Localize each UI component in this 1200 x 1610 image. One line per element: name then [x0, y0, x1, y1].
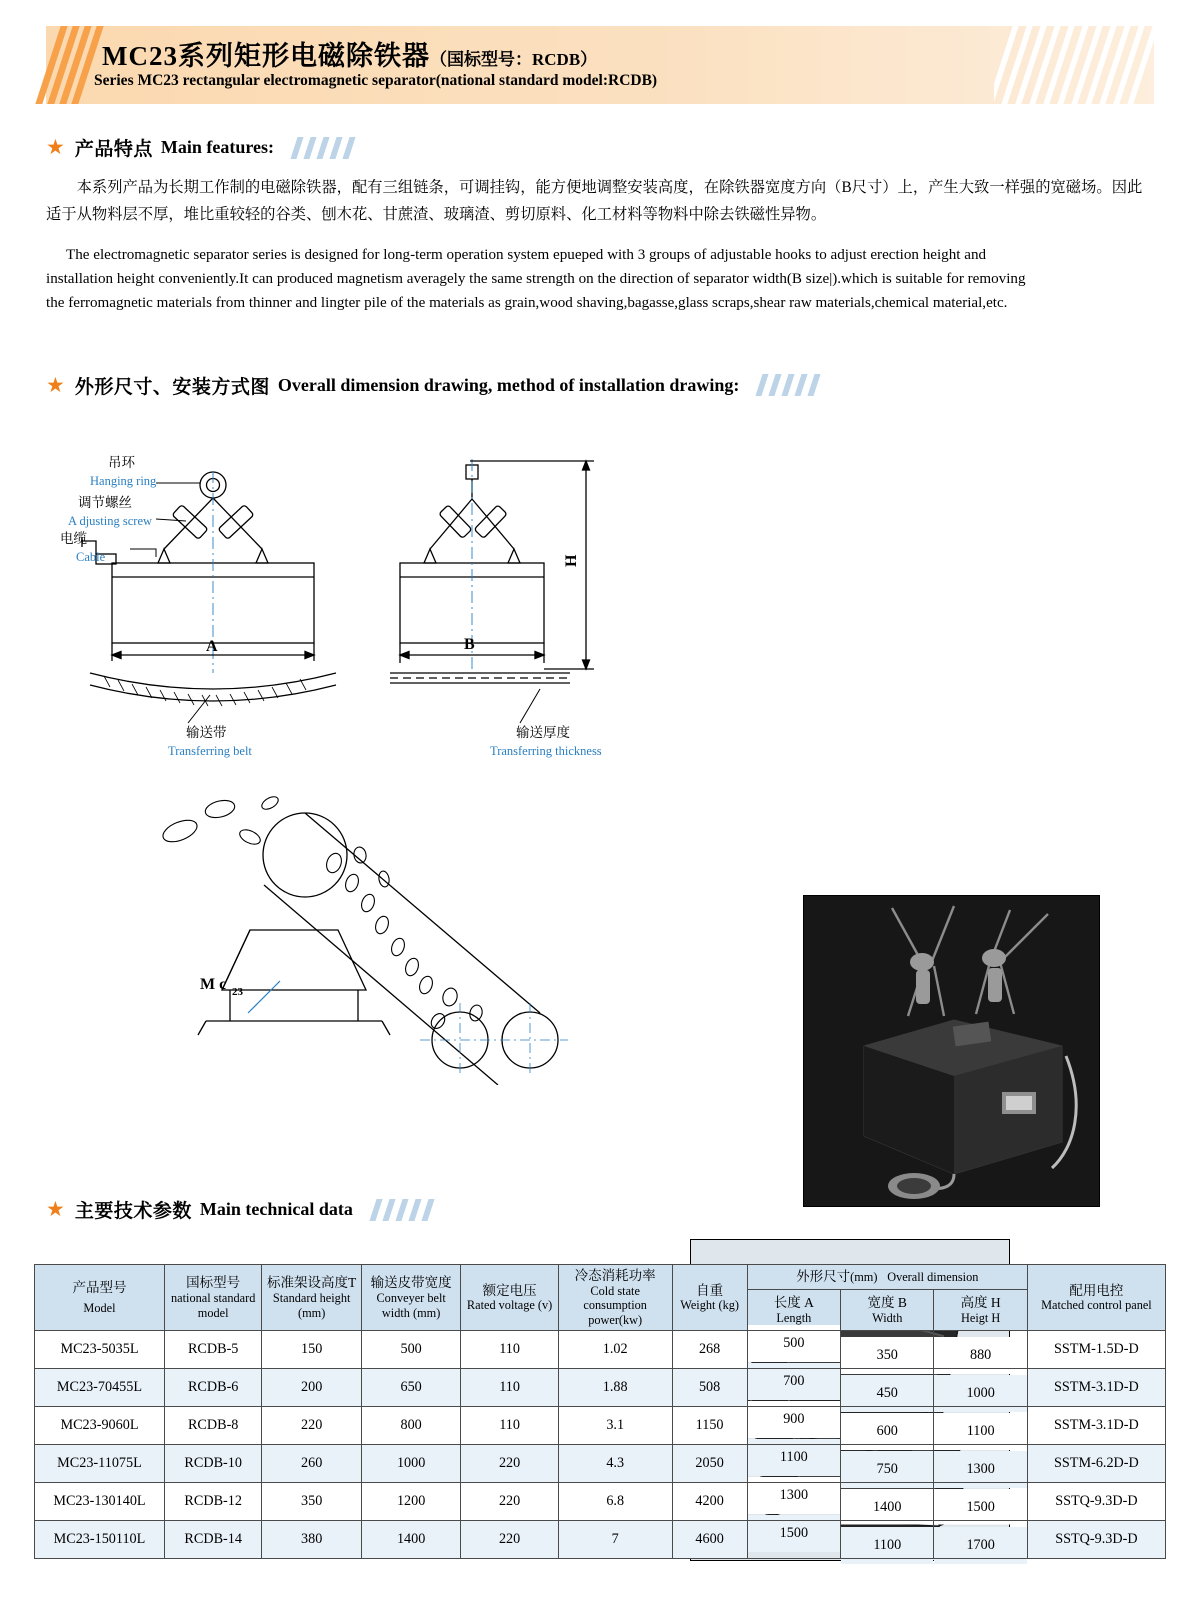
heading-stripes	[288, 137, 408, 159]
cell-belt-width: 800	[361, 1407, 460, 1445]
cell-panel: SSTM-3.1D-D	[1027, 1407, 1165, 1445]
th-model-zh: 产品型号	[72, 1279, 127, 1295]
cell-standard-model: RCDB-10	[164, 1445, 261, 1483]
cell-voltage: 220	[461, 1521, 558, 1559]
page-title-en: Series MC23 rectangular electromagnetic separator(national standard model:RCDB)	[94, 72, 658, 89]
cell-belt-width: 650	[361, 1369, 460, 1407]
th-overall-dimension	[747, 1265, 1027, 1290]
cell-standard-model: RCDB-8	[164, 1407, 261, 1445]
cell-belt-width: 1200	[361, 1483, 460, 1521]
th-overall-en: Overall dimension	[887, 1270, 979, 1285]
cell-model: MC23-70455L	[35, 1369, 165, 1407]
section-main-features-heading	[46, 134, 1200, 161]
features-paragraph-en	[46, 243, 1154, 316]
th-standard-model-zh: 国标型号	[186, 1275, 241, 1291]
th-width-zh: 宽度 B	[867, 1295, 907, 1311]
star-icon: ★	[46, 372, 65, 397]
cell-h: 880	[934, 1337, 1027, 1375]
page-title-zh-sub: （国标型号：RCDB）	[429, 50, 598, 69]
cell-voltage: 110	[461, 1331, 558, 1369]
cell-length: 1500	[747, 1515, 840, 1553]
label-cable-zh: 电缆	[60, 530, 87, 546]
th-weight-en: Weight (kg)	[680, 1298, 739, 1313]
side-view-drawing	[390, 437, 690, 767]
th-control-panel-en: Matched control panel	[1041, 1298, 1152, 1313]
th-standard-height-en: Standard height (mm)	[272, 1291, 351, 1320]
cell-voltage: 110	[461, 1369, 558, 1407]
section-heading-zh: 产品特点	[74, 139, 153, 160]
dim-a-label: A	[206, 637, 218, 655]
th-belt-width-zh: 输送皮带宽度	[370, 1275, 452, 1291]
section2-heading-en: Overall dimension drawing, method of installation drawing:	[277, 374, 740, 395]
th-belt-width-en: Conveyer belt width (mm)	[376, 1291, 446, 1320]
cell-width: 750	[841, 1451, 934, 1489]
label-adjusting-screw-zh: 调节螺丝	[78, 494, 132, 510]
cell-voltage: 110	[461, 1407, 558, 1445]
cell-model: MC23-9060L	[35, 1407, 165, 1445]
cell-power: 1.88	[558, 1369, 672, 1407]
table-header-row	[35, 1265, 1166, 1290]
cell-model: MC23-150110L	[35, 1521, 165, 1559]
features-en-line1: The electromagnetic separator series is designed for long-term operation system epueped with 3 groups of adjustable hooks to adjust erection height and	[66, 246, 987, 263]
heading-stripes	[367, 1199, 487, 1221]
cell-height: 200	[262, 1369, 361, 1407]
th-belt-width	[361, 1265, 460, 1331]
cell-weight: 1150	[672, 1407, 747, 1445]
th-width-en: Width	[872, 1311, 903, 1326]
drawing-area	[0, 417, 1200, 1117]
header-right-stripes	[994, 26, 1154, 104]
cell-h: 1700	[934, 1527, 1027, 1565]
table-row	[35, 1407, 1166, 1445]
section-dimension-heading	[46, 372, 1200, 399]
cell-power: 7	[558, 1521, 672, 1559]
cell-width: 600	[841, 1413, 934, 1451]
cell-h: 1500	[934, 1489, 1027, 1527]
th-width	[841, 1290, 934, 1331]
label-thickness-en: Transferring thickness	[490, 743, 602, 758]
th-model-en: Model	[83, 1301, 116, 1316]
cell-power: 1.02	[558, 1331, 672, 1369]
th-overall-unit: (mm)	[850, 1270, 878, 1285]
cell-h: 1300	[934, 1451, 1027, 1489]
product-photo-suspended	[803, 895, 1100, 1207]
cell-height: 260	[262, 1445, 361, 1483]
cell-weight: 268	[672, 1331, 747, 1369]
page-header	[46, 26, 1154, 104]
section-technical-data-heading	[46, 1196, 487, 1223]
table-row	[35, 1445, 1166, 1483]
header-left-stripes	[46, 26, 92, 104]
cell-weight: 4200	[672, 1483, 747, 1521]
label-belt-zh: 输送带	[186, 724, 227, 740]
th-voltage-zh: 额定电压	[482, 1282, 537, 1298]
page-title-zh	[102, 34, 597, 73]
cell-panel: SSTQ-9.3D-D	[1027, 1521, 1165, 1559]
cell-voltage: 220	[461, 1483, 558, 1521]
th-height-h-zh: 高度 H	[960, 1295, 1001, 1311]
section3-heading-en: Main technical data	[199, 1199, 353, 1219]
th-standard-height-zh: 标准架设高度T	[267, 1275, 357, 1291]
th-weight-zh: 自重	[696, 1282, 724, 1298]
th-length-zh: 长度 A	[773, 1295, 814, 1311]
cell-standard-model: RCDB-5	[164, 1331, 261, 1369]
cell-width: 1100	[841, 1527, 934, 1565]
label-belt-en: Transferring belt	[168, 743, 252, 758]
table-row	[35, 1331, 1166, 1369]
star-icon: ★	[46, 135, 65, 159]
heading-stripes	[753, 374, 873, 396]
cell-width: 1400	[841, 1489, 934, 1527]
cell-panel: SSTQ-9.3D-D	[1027, 1483, 1165, 1521]
th-length-en: Length	[776, 1311, 812, 1326]
technical-data-table	[34, 1264, 1166, 1559]
th-voltage	[461, 1265, 558, 1331]
th-control-panel	[1027, 1265, 1165, 1331]
table-row	[35, 1521, 1166, 1559]
cell-weight: 4600	[672, 1521, 747, 1559]
th-power	[558, 1265, 672, 1331]
cell-height: 350	[262, 1483, 361, 1521]
machine-tag-label: M c	[200, 975, 227, 993]
spec-table-body	[35, 1331, 1166, 1559]
table-row	[35, 1369, 1166, 1407]
cell-width: 450	[841, 1375, 934, 1413]
installation-drawing	[120, 785, 640, 1085]
cell-height: 220	[262, 1407, 361, 1445]
cell-power: 6.8	[558, 1483, 672, 1521]
section-heading-en: Main features:	[160, 137, 274, 157]
cell-width: 350	[841, 1337, 934, 1375]
cell-standard-model: RCDB-14	[164, 1521, 261, 1559]
label-thickness-zh: 输送厚度	[516, 724, 570, 740]
label-cable-en: Cable	[76, 549, 106, 564]
cell-panel: SSTM-1.5D-D	[1027, 1331, 1165, 1369]
cell-model: MC23-11075L	[35, 1445, 165, 1483]
cell-height: 150	[262, 1331, 361, 1369]
label-hanging-ring-en: Hanging ring	[90, 473, 157, 488]
spec-table-head	[35, 1265, 1166, 1331]
cell-belt-width: 500	[361, 1331, 460, 1369]
cell-standard-model: RCDB-6	[164, 1369, 261, 1407]
cell-power: 4.3	[558, 1445, 672, 1483]
table-row	[35, 1483, 1166, 1521]
features-en-line2: installation height conveniently.It can produced magnetism averagely the same strength on the direction of separator width(B size|).which is suitable for removing	[46, 270, 1026, 287]
cell-power: 3.1	[558, 1407, 672, 1445]
th-height-h-en: Heigt H	[960, 1311, 1001, 1326]
th-weight	[672, 1265, 747, 1331]
th-power-zh: 冷态消耗功率	[574, 1268, 656, 1283]
cell-length: 500	[747, 1325, 840, 1363]
cell-model: MC23-130140L	[35, 1483, 165, 1521]
th-standard-model-en: national standard model	[171, 1291, 256, 1320]
cell-model: MC23-5035L	[35, 1331, 165, 1369]
features-en-line3: the ferromagnetic materials from thinner and lingter pile of the materials as grain,wood shaving,bagasse,glass scraps,shear raw materials,chemical material,etc.	[46, 295, 1008, 312]
th-overall-zh: 外形尺寸	[796, 1269, 851, 1285]
dim-b-label: B	[464, 635, 475, 653]
th-height-h	[934, 1290, 1027, 1331]
section3-heading-zh: 主要技术参数	[74, 1201, 192, 1222]
cell-panel: SSTM-3.1D-D	[1027, 1369, 1165, 1407]
cell-h: 1100	[934, 1413, 1027, 1451]
star-icon: ★	[46, 1197, 65, 1221]
th-power-en: Cold state consumption power(kw)	[583, 1283, 647, 1327]
th-control-panel-zh: 配用电控	[1069, 1282, 1124, 1298]
cell-weight: 2050	[672, 1445, 747, 1483]
cell-panel: SSTM-6.2D-D	[1027, 1445, 1165, 1483]
cell-standard-model: RCDB-12	[164, 1483, 261, 1521]
features-paragraph-zh: 本系列产品为长期工作制的电磁除铁器，配有三组链条，可调挂钩，能方便地调整安装高度，在除铁器宽度方向（B尺寸）上，产生大致一样强的宽磁场。因此适于从物料层不厚，堆比重较轻的谷类、刨木花、甘蔗渣、玻璃渣、剪切原料、化工材料等物料中除去铁磁性异物。	[46, 179, 1143, 223]
th-model	[35, 1265, 165, 1331]
page-title-zh-main: MC23系列矩形电磁除铁器	[102, 41, 430, 71]
cell-belt-width: 1400	[361, 1521, 460, 1559]
section2-heading-zh: 外形尺寸、安装方式图	[74, 376, 270, 398]
machine-tag-sub: 23	[232, 985, 243, 998]
th-standard-height	[262, 1265, 361, 1331]
cell-length: 1300	[747, 1477, 840, 1515]
cell-length: 900	[747, 1401, 840, 1439]
dim-h-label: H	[563, 554, 580, 567]
spec-table	[34, 1264, 1166, 1559]
cell-voltage: 220	[461, 1445, 558, 1483]
th-standard-model	[164, 1265, 261, 1331]
label-adjusting-screw-en: A djusting screw	[68, 513, 153, 528]
cell-belt-width: 1000	[361, 1445, 460, 1483]
cell-length: 1100	[747, 1439, 840, 1477]
cell-weight: 508	[672, 1369, 747, 1407]
label-hanging-ring-zh: 吊环	[108, 454, 135, 470]
cell-length: 700	[747, 1363, 840, 1401]
th-voltage-en: Rated voltage (v)	[466, 1298, 553, 1313]
cell-h: 1000	[934, 1375, 1027, 1413]
cell-height: 380	[262, 1521, 361, 1559]
